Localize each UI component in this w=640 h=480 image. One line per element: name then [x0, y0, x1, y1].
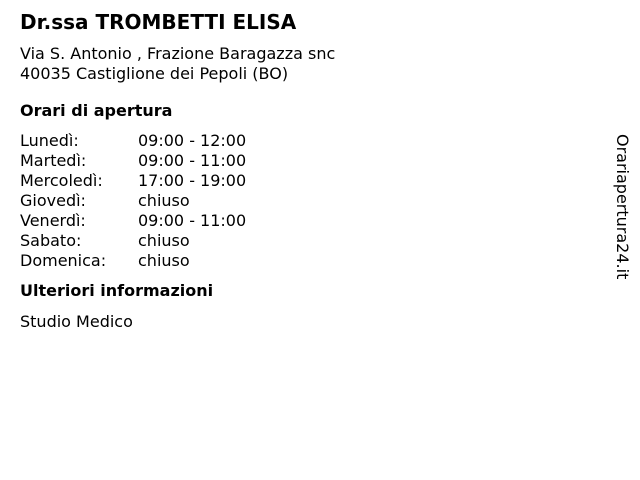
hours-value: 09:00 - 11:00 — [138, 211, 247, 230]
hours-value: chiuso — [138, 251, 190, 270]
day-label: Lunedì: — [20, 131, 79, 150]
hours-row-friday — [20, 211, 580, 231]
opening-hours-title: Orari di apertura — [20, 101, 173, 120]
hours-row-wednesday — [20, 171, 580, 191]
additional-info-title: Ulteriori informazioni — [20, 281, 214, 300]
page-title: Dr.ssa TROMBETTI ELISA — [20, 10, 297, 34]
day-label: Giovedì: — [20, 191, 86, 210]
hours-value: 09:00 - 11:00 — [138, 151, 247, 170]
hours-value: 17:00 - 19:00 — [138, 171, 247, 190]
hours-row-sunday — [20, 251, 580, 271]
hours-row-tuesday — [20, 151, 580, 171]
day-label: Domenica: — [20, 251, 107, 270]
hours-row-thursday — [20, 191, 580, 211]
hours-value: chiuso — [138, 191, 190, 210]
business-page — [20, 8, 580, 332]
hours-row-monday — [20, 131, 580, 151]
hours-row-saturday — [20, 231, 580, 251]
address-block — [20, 44, 580, 84]
day-label: Mercoledì: — [20, 171, 103, 190]
opening-hours-list — [20, 131, 580, 271]
day-label: Sabato: — [20, 231, 82, 250]
day-label: Venerdì: — [20, 211, 86, 230]
day-label: Martedì: — [20, 151, 87, 170]
hours-value: chiuso — [138, 231, 190, 250]
site-watermark: Orariapertura24.it — [613, 134, 632, 280]
address-line-2: 40035 Castiglione dei Pepoli (BO) — [20, 64, 289, 83]
additional-info-text: Studio Medico — [20, 312, 133, 331]
address-line-1: Via S. Antonio , Frazione Baragazza snc — [20, 44, 336, 63]
hours-value: 09:00 - 12:00 — [138, 131, 247, 150]
